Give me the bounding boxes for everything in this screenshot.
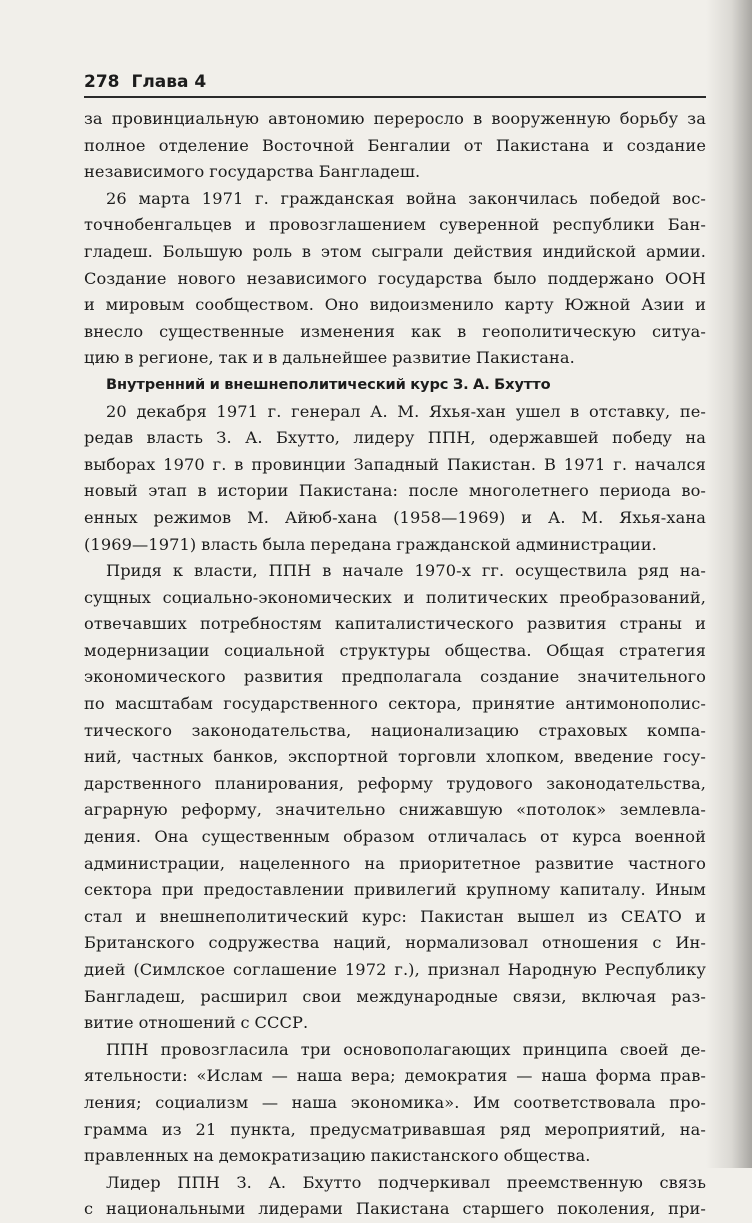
paragraph-civil-war	[84, 186, 706, 372]
text-line: Придя к власти, ППН в начале 1970-х гг. осуществила ряд на-	[106, 561, 706, 581]
text-line: правленных на демократизацию пакистанского общества.	[84, 1146, 591, 1166]
text-line: енных режимов М. Айюб-хана (1958—1969) и А. М. Яхья-хана	[84, 507, 706, 527]
text-line: стал и внешнеполитический курс: Пакистан вышел из СЕАТО и	[84, 906, 706, 926]
text-line: новый этап в истории Пакистана: после многолетнего периода во-	[84, 481, 706, 501]
text-line: отвечавших потребностям капиталистического развития страны и	[84, 614, 706, 634]
text-line: дарственного планирования, реформу трудового законодательства,	[84, 773, 706, 793]
text-line: дией (Симлское соглашение 1972 г.), признал Народную Республику	[84, 960, 706, 979]
text-line: ний, частных банков, экспортной торговли хлопком, введение госу-	[84, 747, 706, 767]
paragraph-autonomy-continuation	[84, 106, 706, 186]
paragraph-bhutto-continuity	[84, 1170, 706, 1223]
text-line: ятельности: «Ислам — наша вера; демократия — наша форма прав-	[84, 1066, 706, 1086]
text-line: и мировым сообществом. Оно видоизменило карту Южной Азии и	[84, 295, 706, 315]
text-line: экономического развития предполагала создание значительного	[84, 667, 706, 687]
text-line: дения. Она существенным образом отличалась от курса военной	[84, 827, 706, 847]
text-line: 26 марта 1971 г. гражданская война закончилась победой вос-	[106, 188, 706, 208]
text-line: независимого государства Бангладеш.	[84, 162, 421, 182]
text-line: Создание нового независимого государства было поддержано ООН	[84, 268, 706, 288]
page-edge-shadow	[706, 0, 752, 1168]
text-line: по масштабам государственного сектора, принятие антимонополис-	[84, 694, 706, 714]
text-line: тического законодательства, национализацию страховых компа-	[84, 720, 706, 740]
text-line: витие отношений с СССР.	[84, 1013, 309, 1033]
text-line: Бангладеш, расширил свои международные связи, включая раз-	[84, 986, 706, 1006]
paragraph-ppp-principles	[84, 1037, 706, 1170]
header-rule	[84, 96, 706, 98]
running-header	[84, 70, 706, 94]
paragraph-ppp-reforms	[84, 558, 706, 1037]
text-line: гладеш. Большую роль в этом сыграли действия индийской армии.	[84, 241, 706, 261]
text-line: за провинциальную автономию переросло в вооруженную борьбу за	[84, 109, 706, 128]
text-line: сектора при предоставлении привилегий крупному капиталу. Иным	[84, 880, 706, 900]
text-line: полное отделение Восточной Бенгалии от Пакистана и создание	[84, 135, 706, 155]
section-heading: Внутренний и внешнеполитический курс З. А. Бхутто	[106, 375, 551, 393]
page-number: 278	[84, 72, 120, 92]
page-body	[84, 106, 706, 1223]
text-line: модернизации социальной структуры общества. Общая стратегия	[84, 640, 706, 660]
text-line: аграрную реформу, значительно снижавшую «потолок» землевла-	[84, 800, 706, 820]
text-line: Британского содружества наций, нормализовал отношения с Ин-	[84, 933, 706, 953]
text-line: Лидер ППН З. А. Бхутто подчеркивал преемственную связь	[106, 1172, 706, 1192]
text-line: точнобенгальцев и провозглашением суверенной республики Бан-	[84, 215, 706, 235]
text-line: сущных социально-экономических и политических преобразований,	[84, 587, 706, 607]
text-line: 20 декабря 1971 г. генерал А. М. Яхья-хан ушел в отставку, пе-	[106, 401, 706, 421]
text-line: внесло существенные изменения как в геополитическую ситуа-	[84, 321, 706, 341]
paragraph-bhutto-power	[84, 399, 706, 559]
text-line: редав власть З. А. Бхутто, лидеру ППН, одержавшей победу на	[84, 428, 706, 448]
chapter-title: Глава 4	[131, 72, 207, 92]
text-line: администрации, нацеленного на приоритетное развитие частного	[84, 853, 706, 873]
text-line: (1969—1971) власть была передана гражданской администрации.	[84, 534, 657, 554]
text-line: ППН провозгласила три основополагающих принципа своей де-	[106, 1039, 706, 1059]
text-line: грамма из 21 пункта, предусматривавшая ряд мероприятий, на-	[84, 1119, 706, 1139]
text-line: с национальными лидерами Пакистана старшего поколения, при-	[84, 1199, 706, 1219]
text-line: цию в регионе, так и в дальнейшее развитие Пакистана.	[84, 348, 575, 368]
text-line: выборах 1970 г. в провинции Западный Пакистан. В 1971 г. начался	[84, 454, 706, 474]
text-line: ления; социализм — наша экономика». Им соответствовала про-	[84, 1092, 706, 1112]
